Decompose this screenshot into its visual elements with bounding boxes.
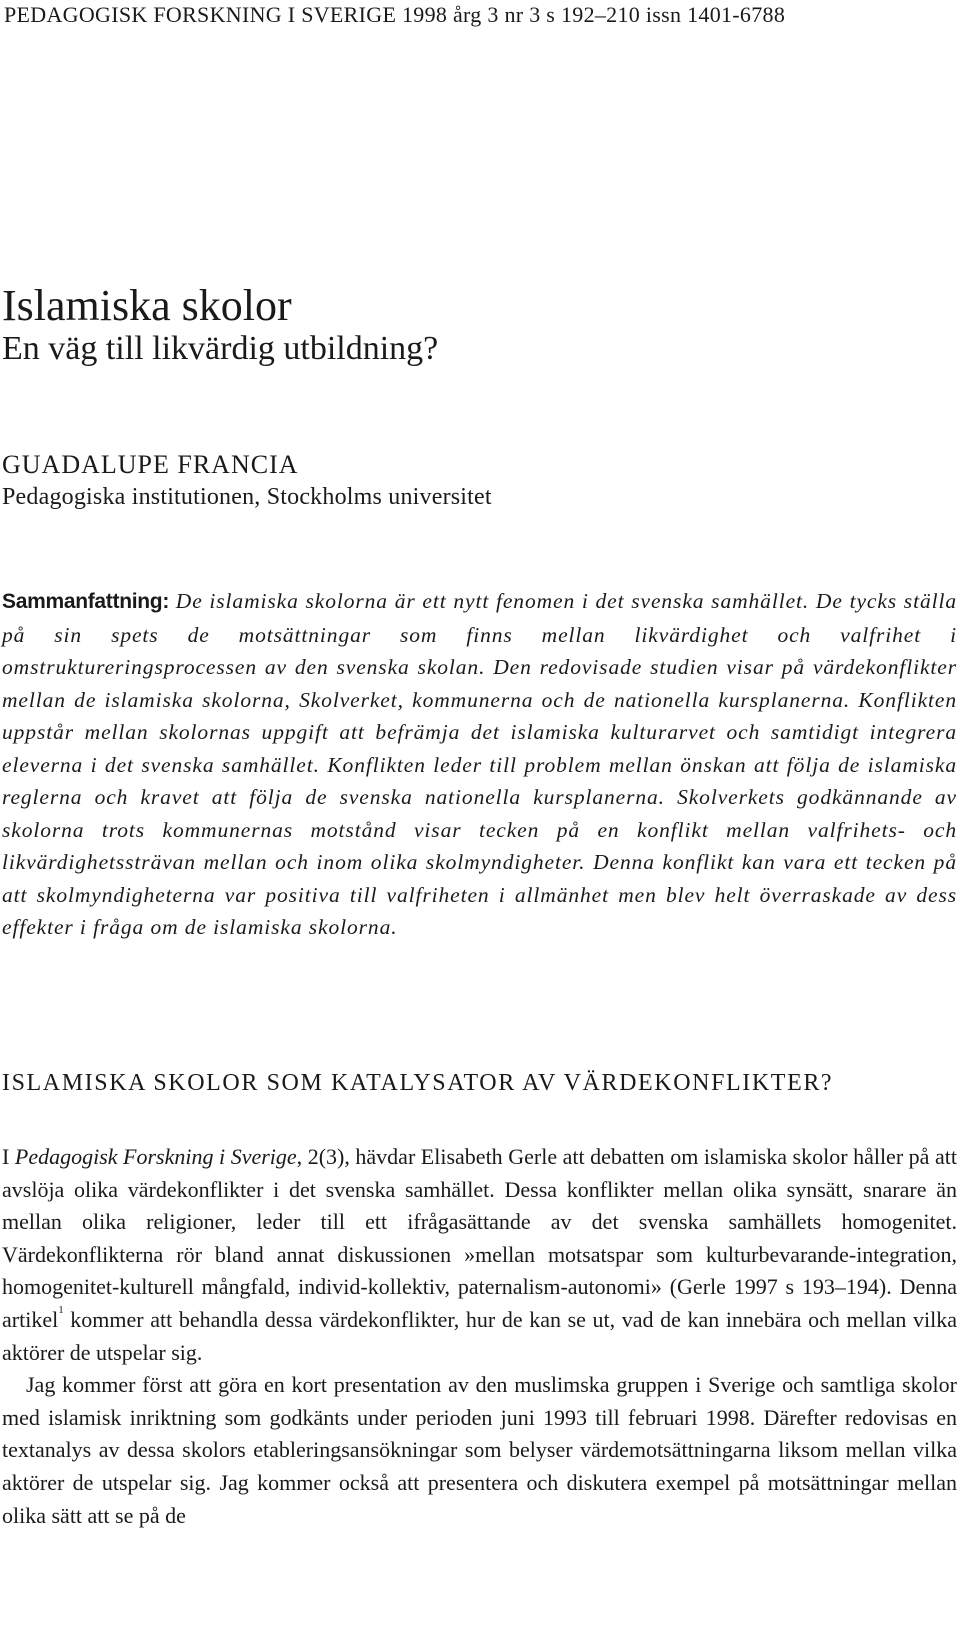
paragraph-1-end: kommer att behandla dessa värdekonflikter, hur de kan se ut, vad de kan innebära och mellan vilka aktörer de utspelar sig. [2,1306,957,1365]
paragraph-1-start: I [2,1144,15,1169]
body-text [2,1141,957,1532]
abstract [2,585,957,944]
footnote-marker: 1 [58,1303,64,1316]
paragraph-1 [2,1141,957,1369]
section-heading: ISLAMISKA SKOLOR SOM KATALYSATOR AV VÄRDEKONFLIKTER? [2,1070,834,1096]
journal-header: PEDAGOGISK FORSKNING I SVERIGE 1998 årg 3 nr 3 s 192–210 issn 1401-6788 [4,2,786,27]
abstract-label: Sammanfattning: [2,590,170,613]
paragraph-1-middle: , 2(3), hävdar Elisabeth Gerle att debatten om islamiska skolor håller på att avslöja olika värdekonflikter i det svenska samhället. Dessa konflikter mellan olika synsätt, snarare än mellan olika religioner, leder till ett ifrågasättande av det svenska samhällets homogenitet. Värdekonflikterna rör bland annat diskussionen »mellan motsatspar som kulturbevarande-integration, homogenitet-kulturell mångfald, individ-kollektiv, paternalism-autonomi» (Gerle 1997 s 193–194). Denna artikel [2,1144,957,1332]
abstract-text: De islamiska skolorna är ett nytt fenomen i det svenska samhället. De tycks ställa på sin spets de motsättningar som finns mellan likvärdighet och valfrihet i omstruktureringsprocessen av den svenska skolan. Den redovisade studien visar på värdekonflikter mellan de islamiska skolorna, Skolverket, kommunerna och de nationella kursplanerna. Konflikten uppstår mellan skolornas uppgift att befrämja det islamiska kulturarvet och samtidigt integrera eleverna i det svenska samhället. Konflikten leder till problem mellan önskan att följa de islamiska reglerna och kravet att följa de svenska nationella kursplanerna. Skolverkets godkännande av skolorna trots kommunernas motstånd visar tecken på en konflikt mellan valfrihets- och likvärdighetssträvan mellan och inom olika skolmyndigheter. Denna konflikt kan vara ett tecken på att skolmyndigheterna var positiva till valfriheten i allmänhet men blev helt överraskade av dess effekter i fråga om de islamiska skolorna. [2,589,957,939]
article-title: Islamiska skolor [2,281,292,330]
author-affiliation: Pedagogiska institutionen, Stockholms universitet [2,484,492,510]
author-name: GUADALUPE FRANCIA [2,450,299,479]
article-subtitle: En väg till likvärdig utbildning? [2,330,439,367]
journal-reference: Pedagogisk Forskning i Sverige [14,1144,297,1169]
paragraph-2: Jag kommer först att göra en kort presentation av den muslimska gruppen i Sverige och samtliga skolor med islamisk inriktning som godkänts under perioden juni 1993 till februari 1998. Därefter redovisas en textanalys av dessa skolors etableringsansökningar som belyser värdemotsättningarna liksom mellan vilka aktörer de utspelar sig. Jag kommer också att presentera och diskutera exempel på motsättningar mellan olika sätt att se på de [2,1372,957,1528]
